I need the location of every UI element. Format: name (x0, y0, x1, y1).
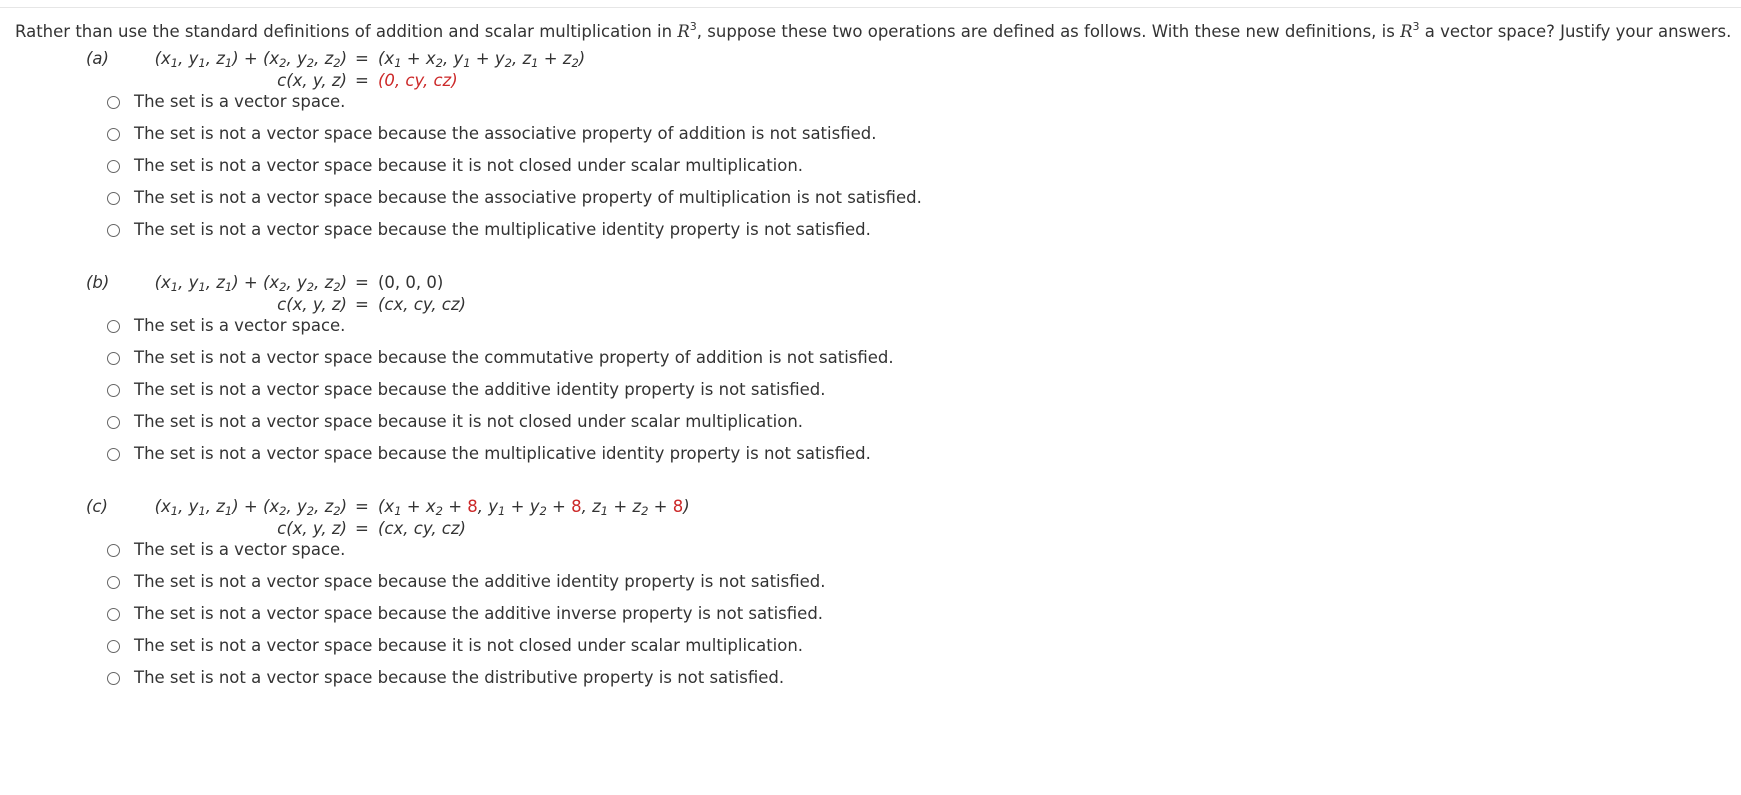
scalar-lhs: c(x, y, z) (277, 519, 347, 538)
radio-button[interactable] (107, 672, 120, 685)
part-b-addition-definition (0, 271, 1000, 295)
part-b-option-4[interactable]: The set is not a vector space because it is not closed under scalar multiplication. (107, 410, 803, 434)
part-label: (a) (86, 49, 109, 68)
part-b-option-5[interactable]: The set is not a vector space because the multiplicative identity property is not satisfied. (107, 442, 871, 466)
part-c-addition-definition (0, 495, 1000, 519)
radio-button[interactable] (107, 448, 120, 461)
equals-sign: = (355, 295, 369, 314)
part-c-option-1[interactable]: The set is a vector space. (107, 538, 345, 562)
radio-button[interactable] (107, 128, 120, 141)
part-c-option-3[interactable]: The set is not a vector space because the additive inverse property is not satisfied. (107, 602, 823, 626)
scalar-lhs: c(x, y, z) (277, 71, 347, 90)
part-c-option-2[interactable]: The set is not a vector space because the additive identity property is not satisfied. (107, 570, 826, 594)
addition-rhs: ($x_1 + x_2 + 8$, $y_1 + y_2 + 8$, $z_1 + z_2 + 8$) (378, 497, 690, 518)
radio-button[interactable] (107, 416, 120, 429)
radio-button[interactable] (107, 608, 120, 621)
equals-sign: = (355, 49, 369, 68)
part-c-option-4[interactable]: The set is not a vector space because it is not closed under scalar multiplication. (107, 634, 803, 658)
radio-button[interactable] (107, 544, 120, 557)
part-a-option-2[interactable]: The set is not a vector space because the associative property of addition is not satisfied. (107, 122, 876, 146)
radio-button[interactable] (107, 224, 120, 237)
radio-button[interactable] (107, 96, 120, 109)
equals-sign: = (355, 273, 369, 292)
part-b-option-3[interactable]: The set is not a vector space because the additive identity property is not satisfied. (107, 378, 826, 402)
part-a-option-1[interactable]: The set is a vector space. (107, 90, 345, 114)
addition-rhs: (0, 0, 0) (378, 273, 444, 292)
equals-sign: = (355, 71, 369, 90)
scalar-lhs: c(x, y, z) (277, 295, 347, 314)
radio-button[interactable] (107, 192, 120, 205)
part-b-option-1[interactable]: The set is a vector space. (107, 314, 345, 338)
part-c-option-5[interactable]: The set is not a vector space because the distributive property is not satisfied. (107, 666, 784, 690)
part-label: (c) (86, 497, 108, 516)
question-prompt: Rather than use the standard definitions of addition and scalar multiplication in $R^3$, suppose these two operations are defined as follows. With these new definitions, is $R^3$ a vector space? Justify your answers. (15, 20, 1732, 41)
part-a-addition-definition (0, 47, 1000, 71)
radio-button[interactable] (107, 320, 120, 333)
part-a-option-5[interactable]: The set is not a vector space because the multiplicative identity property is not satisfied. (107, 218, 871, 242)
top-divider (0, 7, 1741, 8)
addition-lhs: ($x_1$, $y_1$, $z_1) + (x_2$, $y_2$, $z_2$) (154, 497, 347, 518)
part-a-option-4[interactable]: The set is not a vector space because the associative property of multiplication is not satisfied. (107, 186, 922, 210)
radio-button[interactable] (107, 576, 120, 589)
radio-button[interactable] (107, 640, 120, 653)
addition-rhs: ($x_1 + x_2$, $y_1 + y_2$, $z_1 + z_2$) (378, 49, 586, 70)
scalar-rhs: (cx, cy, cz) (378, 519, 466, 538)
radio-button[interactable] (107, 352, 120, 365)
part-label: (b) (86, 273, 110, 292)
part-a-option-3[interactable]: The set is not a vector space because it is not closed under scalar multiplication. (107, 154, 803, 178)
addition-lhs: ($x_1$, $y_1$, $z_1) + (x_2$, $y_2$, $z_2$) (154, 273, 347, 294)
radio-button[interactable] (107, 160, 120, 173)
scalar-rhs: (0, cy, cz) (378, 71, 458, 90)
part-b-option-2[interactable]: The set is not a vector space because the commutative property of addition is not satisfied. (107, 346, 894, 370)
scalar-rhs: (cx, cy, cz) (378, 295, 466, 314)
radio-button[interactable] (107, 384, 120, 397)
equals-sign: = (355, 519, 369, 538)
equals-sign: = (355, 497, 369, 516)
addition-lhs: ($x_1$, $y_1$, $z_1) + (x_2$, $y_2$, $z_2$) (154, 49, 347, 70)
